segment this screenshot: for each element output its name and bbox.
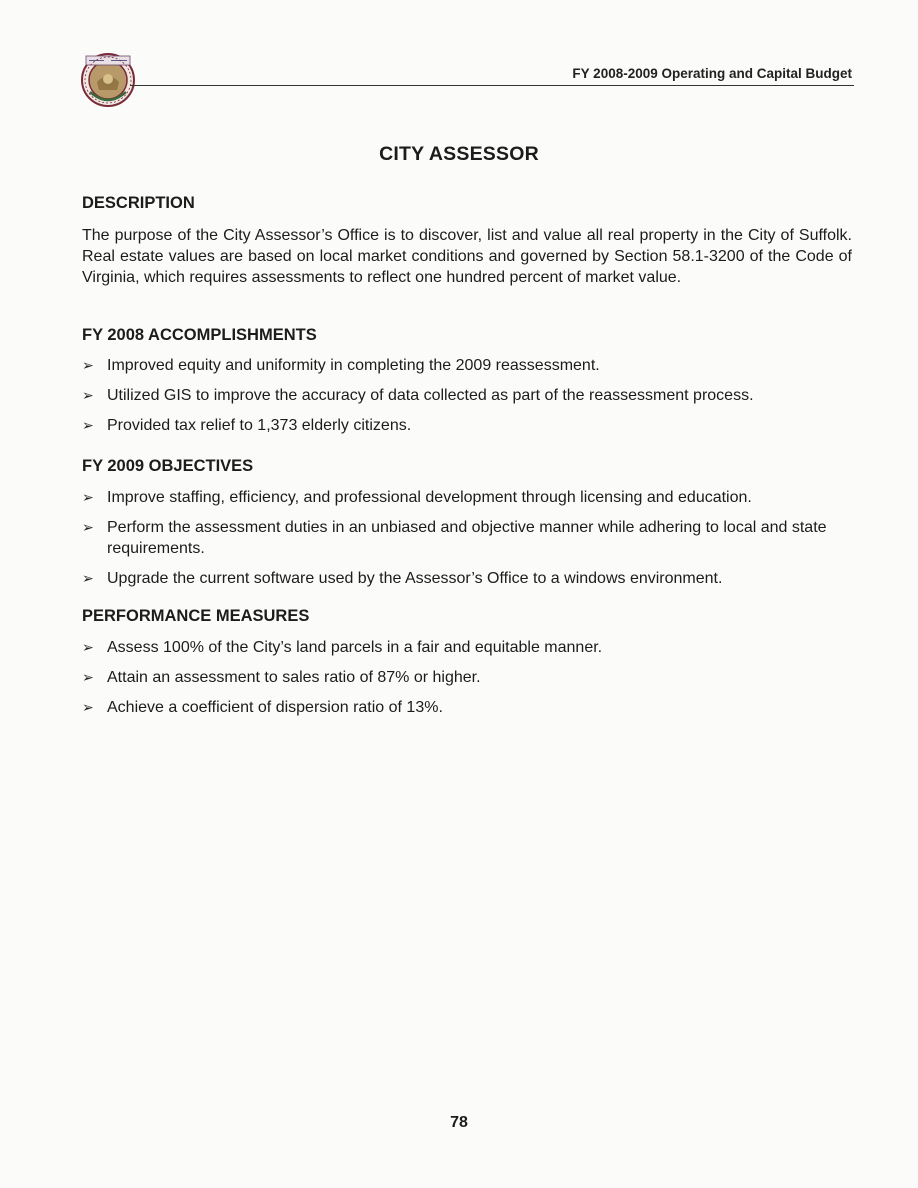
objectives-list	[82, 487, 852, 589]
list-item-text: Perform the assessment duties in an unbiased and objective manner while adhering to local and state requirements.	[107, 519, 827, 557]
list-item-text: Attain an assessment to sales ratio of 87% or higher.	[107, 669, 481, 686]
description-heading: DESCRIPTION	[82, 194, 195, 212]
list-item	[82, 415, 852, 436]
city-seal-icon	[80, 52, 136, 108]
list-item	[82, 667, 852, 688]
bullet-arrow-icon: ➢	[82, 570, 94, 586]
list-item	[82, 487, 852, 508]
bullet-arrow-icon: ➢	[82, 489, 94, 505]
bullet-arrow-icon: ➢	[82, 669, 94, 685]
performance-heading: PERFORMANCE MEASURES	[82, 607, 310, 625]
page-number: 78	[450, 1114, 468, 1131]
description-text: The purpose of the City Assessor’s Office is to discover, list and value all real property in the City of Suffolk. Real estate values are based on local market conditions and governed by Section 58.1-3200 of the Code of Virginia, which requires assessments to reflect one hundred percent of market value.	[82, 227, 852, 286]
list-item-text: Assess 100% of the City’s land parcels in a fair and equitable manner.	[107, 639, 603, 656]
accomplishments-heading: FY 2008 ACCOMPLISHMENTS	[82, 326, 317, 344]
bullet-arrow-icon: ➢	[82, 417, 94, 433]
list-item	[82, 385, 852, 406]
list-item	[82, 355, 852, 376]
bullet-arrow-icon: ➢	[82, 387, 94, 403]
performance-list	[82, 637, 852, 718]
bullet-arrow-icon: ➢	[82, 699, 94, 715]
list-item-text: Utilized GIS to improve the accuracy of data collected as part of the reassessment process.	[107, 387, 754, 404]
list-item	[82, 517, 852, 559]
bullet-arrow-icon: ➢	[82, 357, 94, 373]
list-item-text: Achieve a coefficient of dispersion ratio of 13%.	[107, 699, 443, 716]
list-item-text: Upgrade the current software used by the Assessor’s Office to a windows environment.	[107, 570, 723, 587]
list-item	[82, 568, 852, 589]
header-divider	[130, 85, 854, 86]
accomplishments-list	[82, 355, 852, 436]
list-item-text: Provided tax relief to 1,373 elderly citizens.	[107, 417, 412, 434]
list-item	[82, 697, 852, 718]
list-item-text: Improve staffing, efficiency, and professional development through licensing and education.	[107, 489, 752, 506]
bullet-arrow-icon: ➢	[82, 639, 94, 655]
page-title: CITY ASSESSOR	[379, 143, 539, 165]
list-item-text: Improved equity and uniformity in completing the 2009 reassessment.	[107, 357, 600, 374]
bullet-arrow-icon: ➢	[82, 519, 94, 535]
list-item	[82, 637, 852, 658]
objectives-heading: FY 2009 OBJECTIVES	[82, 457, 254, 475]
budget-header-title: FY 2008-2009 Operating and Capital Budget	[572, 66, 852, 81]
